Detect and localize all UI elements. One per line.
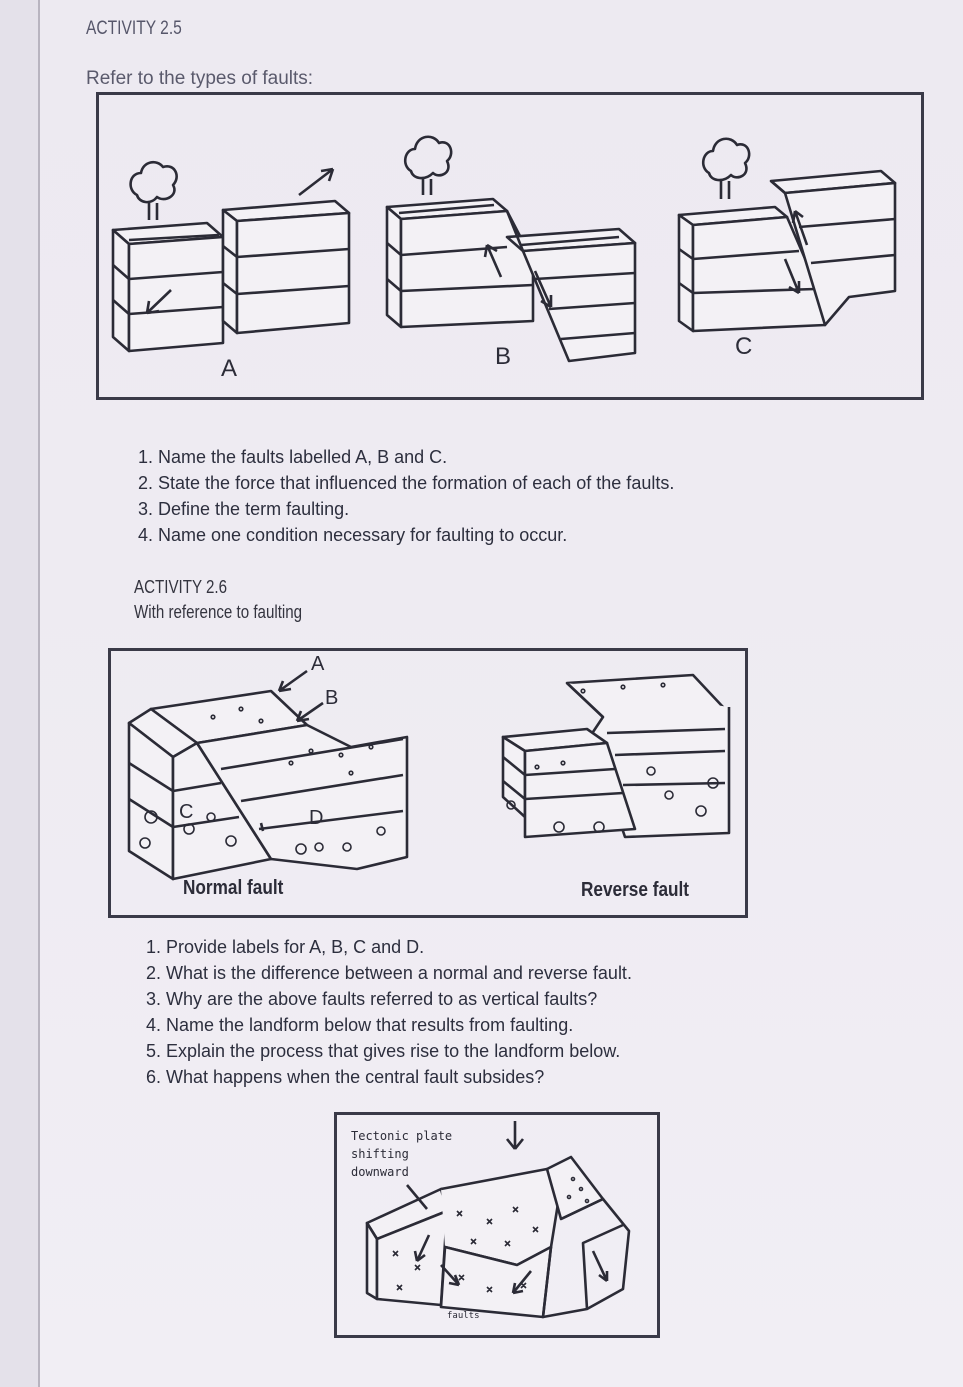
graben-caption-line3: downward: [351, 1165, 409, 1179]
question-item: 3. Define the term faulting.: [138, 499, 350, 519]
fault-label-c: C: [735, 333, 753, 360]
normal-fault-label-c: C: [179, 801, 194, 823]
graben-figure: [334, 1112, 660, 1338]
question-item: 6. What happens when the central fault subsides?: [146, 1067, 545, 1087]
activity-26-questions: [146, 934, 632, 1090]
normal-reverse-fault-figure: [108, 648, 748, 918]
normal-fault-diagram: [111, 651, 411, 881]
activity-25-intro: Refer to the types of faults:: [86, 68, 314, 89]
question-item: 1. Provide labels for A, B, C and D.: [146, 937, 425, 957]
question-item: 1. Name the faults labelled A, B and C.: [138, 447, 448, 467]
normal-fault-label-d: D: [309, 807, 324, 829]
question-item: 5. Explain the process that gives rise to the landform below.: [146, 1041, 621, 1061]
question-item: 4. Name the landform below that results from faulting.: [146, 1015, 574, 1035]
fault-label-a: A: [221, 355, 238, 382]
activity-26-intro: With reference to faulting: [134, 602, 303, 622]
reverse-fault-caption: Reverse fault: [581, 879, 690, 901]
question-item: 4. Name one condition necessary for faulting to occur.: [138, 525, 568, 545]
fault-label-b: B: [495, 343, 512, 370]
question-item: 2. State the force that influenced the formation of each of the faults.: [138, 473, 675, 493]
fault-types-figure: [96, 92, 924, 400]
activity-25-title: ACTIVITY 2.5: [86, 18, 182, 39]
normal-fault-caption: Normal fault: [183, 877, 284, 899]
normal-fault-label-b: B: [325, 687, 339, 709]
activity-25-questions: [138, 444, 674, 548]
graben-faults-label: faults: [447, 1311, 480, 1321]
question-item: 2. What is the difference between a normal and reverse fault.: [146, 963, 632, 983]
reverse-fault-diagram: [503, 671, 743, 861]
page-margin-line: [38, 0, 40, 1387]
activity-26-title: ACTIVITY 2.6: [134, 577, 228, 597]
normal-fault-label-a: A: [311, 653, 325, 675]
question-item: 3. Why are the above faults referred to as vertical faults?: [146, 989, 598, 1009]
graben-caption-line2: shifting: [351, 1147, 409, 1161]
graben-caption-line1: Tectonic plate: [351, 1129, 453, 1143]
